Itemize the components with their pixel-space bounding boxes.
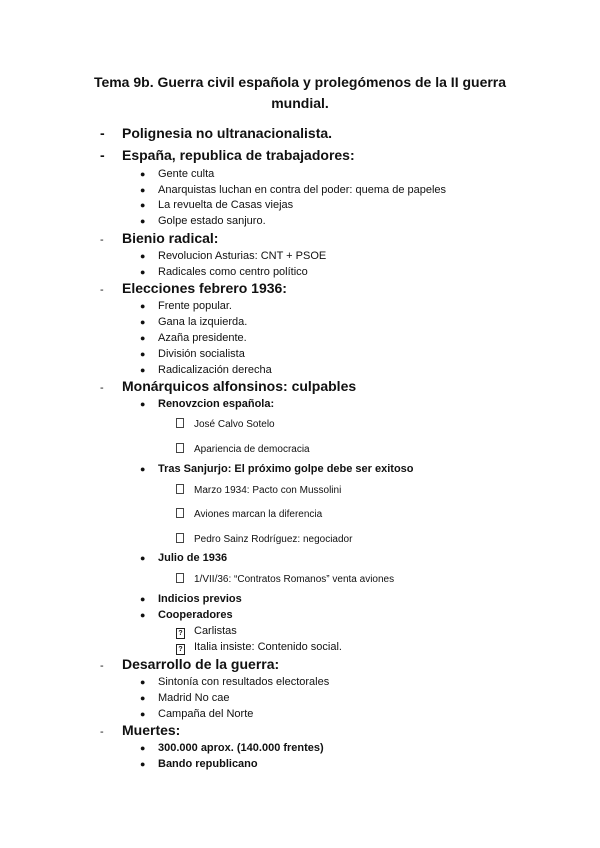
- list-item: [140, 756, 258, 772]
- dash-marker: -: [100, 726, 104, 738]
- list-item: [140, 298, 232, 314]
- item-text: La revuelta de Casas viejas: [158, 199, 294, 211]
- heading-muertes: Muertes:: [122, 722, 181, 738]
- heading-bienio: Bienio radical:: [122, 230, 219, 246]
- bullet-icon: ●: [140, 553, 146, 563]
- dash-marker: -: [100, 382, 104, 394]
- item-text: Aviones marcan la diferencia: [194, 509, 323, 520]
- title-line-2: mundial.: [271, 95, 329, 111]
- bullet-icon: ●: [140, 185, 146, 195]
- item-text: Revolucion Asturias: CNT + PSOE: [158, 250, 327, 262]
- checkbox-icon: [176, 573, 184, 583]
- item-text: Bando republicano: [158, 758, 258, 770]
- item-text: Anarquistas luchan en contra del poder: quema de papeles: [158, 184, 447, 196]
- list-item: [140, 362, 272, 378]
- item-text: Radicales como centro político: [158, 266, 308, 278]
- checkbox-icon: ?: [176, 628, 185, 639]
- checkbox-icon: [176, 484, 184, 494]
- list-item: [140, 264, 308, 280]
- list-item: [176, 623, 237, 639]
- bullet-icon: ●: [140, 399, 146, 409]
- list-item: [140, 550, 227, 566]
- bullet-icon: ●: [140, 333, 146, 343]
- bullet-icon: ●: [140, 594, 146, 604]
- bullet-icon: ●: [140, 301, 146, 311]
- list-item: [176, 572, 394, 588]
- item-text: Cooperadores: [158, 609, 233, 621]
- dash-marker: -: [100, 234, 104, 246]
- item-text: Julio de 1936: [158, 552, 228, 564]
- item-text: Radicalización derecha: [158, 364, 272, 376]
- bullet-icon: ●: [140, 169, 146, 179]
- bullet-icon: ●: [140, 349, 146, 359]
- heading-monarquicos: Monárquicos alfonsinos: culpables: [122, 378, 357, 394]
- bullet-icon: ●: [140, 251, 146, 261]
- title-line-1: Tema 9b. Guerra civil española y prolegómenos de la II guerra: [93, 74, 507, 90]
- checkbox-icon: [176, 533, 184, 543]
- bullet-icon: ●: [140, 693, 146, 703]
- item-text: Golpe estado sanjuro.: [158, 215, 266, 227]
- list-item: [140, 461, 414, 477]
- list-item: [176, 417, 275, 433]
- list-item: [176, 442, 310, 458]
- bullet-icon: ●: [140, 317, 146, 327]
- list-item: [140, 674, 329, 690]
- bullet-icon: ●: [140, 743, 146, 753]
- list-item: [140, 607, 233, 623]
- bullet-icon: ●: [140, 610, 146, 620]
- list-item: [140, 740, 324, 756]
- list-item: [176, 532, 352, 548]
- list-item: [140, 396, 274, 412]
- list-item: [140, 330, 247, 346]
- list-item: [100, 280, 287, 298]
- list-item: [140, 248, 326, 264]
- list-item: [100, 378, 356, 396]
- item-text: Gana la izquierda.: [158, 316, 248, 328]
- list-item: [176, 507, 322, 523]
- bullet-icon: ●: [140, 759, 146, 769]
- list-item: [140, 591, 242, 607]
- item-text: División socialista: [158, 348, 245, 360]
- item-text: 1/VII/36: “Contratos Romanos” venta aviones: [194, 574, 395, 585]
- bullet-icon: ●: [140, 216, 146, 226]
- checkbox-icon: ?: [176, 644, 185, 655]
- list-item: [100, 147, 355, 163]
- item-text: José Calvo Sotelo: [194, 419, 275, 430]
- checkbox-icon: [176, 418, 184, 428]
- dash-marker: -: [100, 147, 105, 163]
- item-text: Tras Sanjurjo: El próximo golpe debe ser exitoso: [158, 463, 414, 475]
- checkbox-icon: [176, 508, 184, 518]
- list-item: [100, 230, 218, 248]
- item-text: Campaña del Norte: [158, 708, 254, 720]
- heading-espana: España, republica de trabajadores:: [122, 147, 355, 163]
- item-text: Frente popular.: [158, 300, 232, 312]
- list-item: [176, 639, 342, 655]
- dash-marker: -: [100, 125, 105, 141]
- list-item: [100, 656, 279, 674]
- list-item: [140, 346, 245, 362]
- item-text: Indicios previos: [158, 593, 242, 605]
- bullet-icon: ●: [140, 200, 146, 210]
- bullet-icon: ●: [140, 365, 146, 375]
- bullet-icon: ●: [140, 464, 146, 474]
- list-item: [100, 125, 332, 141]
- document-title: [80, 72, 520, 114]
- item-text: Marzo 1934: Pacto con Mussolini: [194, 485, 342, 496]
- list-item: [176, 483, 341, 499]
- item-text: Apariencia de democracia: [194, 444, 310, 455]
- list-item: [140, 213, 266, 229]
- list-item: [140, 197, 293, 213]
- list-item: [140, 690, 230, 706]
- list-item: [140, 166, 214, 182]
- item-text: Gente culta: [158, 168, 215, 180]
- item-text: Azaña presidente.: [158, 332, 247, 344]
- heading-polignesia: Polignesia no ultranacionalista.: [122, 125, 333, 141]
- bullet-icon: ●: [140, 709, 146, 719]
- item-text: Pedro Sainz Rodríguez: negociador: [194, 534, 353, 545]
- bullet-icon: ●: [140, 677, 146, 687]
- item-text: Sintonía con resultados electorales: [158, 676, 330, 688]
- list-item: [140, 182, 446, 198]
- item-text: Italia insiste: Contenido social.: [194, 641, 342, 653]
- dash-marker: -: [100, 284, 104, 296]
- item-text: Carlistas: [194, 625, 237, 637]
- list-item: [100, 722, 180, 740]
- dash-marker: -: [100, 660, 104, 672]
- heading-desarrollo: Desarrollo de la guerra:: [122, 656, 280, 672]
- checkbox-icon: [176, 443, 184, 453]
- item-text: 300.000 aprox. (140.000 frentes): [158, 742, 324, 754]
- list-item: [140, 706, 253, 722]
- item-text: Renovzcion española:: [158, 398, 275, 410]
- list-item: [140, 314, 247, 330]
- bullet-icon: ●: [140, 267, 146, 277]
- heading-elecciones: Elecciones febrero 1936:: [122, 280, 287, 296]
- item-text: Madrid No cae: [158, 692, 230, 704]
